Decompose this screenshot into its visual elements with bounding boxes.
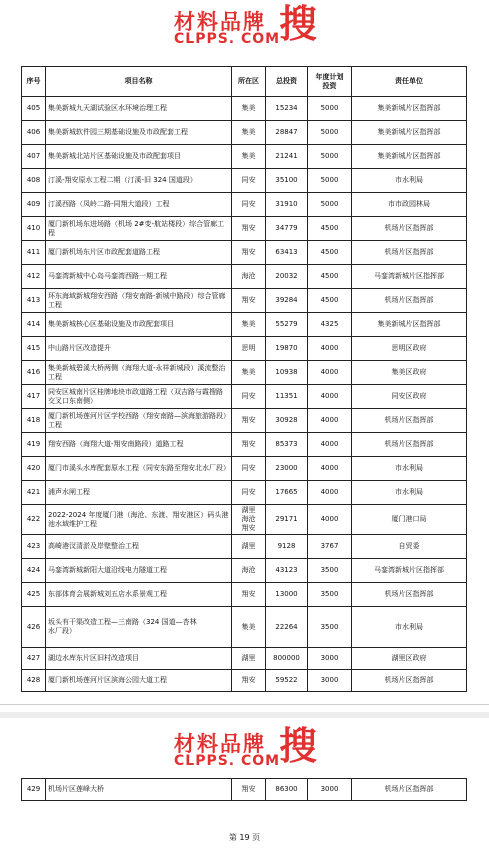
responsible-unit-cell: 机场片区指挥部 bbox=[352, 217, 467, 241]
district-cell: 同安 bbox=[232, 385, 266, 409]
responsible-unit-cell: 市水利局 bbox=[352, 481, 467, 505]
table-row bbox=[22, 193, 467, 217]
total-investment-cell: 10938 bbox=[266, 361, 308, 385]
responsible-unit-cell: 机场片区指挥部 bbox=[352, 583, 467, 607]
annual-investment-cell: 3000 bbox=[308, 648, 352, 670]
table-row bbox=[22, 433, 467, 457]
row-number-cell: 409 bbox=[22, 193, 46, 217]
district-cell: 翔安 bbox=[232, 217, 266, 241]
logo-search-glyph: 搜 bbox=[279, 2, 318, 46]
project-name-cell: 坂头有干渠改造工程—三南路（324 国道—杏林 水厂段） bbox=[46, 607, 232, 648]
district-cell: 湖里 bbox=[232, 535, 266, 559]
annual-investment-cell: 3500 bbox=[308, 559, 352, 583]
row-number-cell: 412 bbox=[22, 265, 46, 289]
responsible-unit-cell: 湖里区政府 bbox=[352, 648, 467, 670]
responsible-unit-cell: 机场片区指挥部 bbox=[352, 409, 467, 433]
district-cell: 翔安 bbox=[232, 779, 266, 801]
responsible-unit-cell: 市水利局 bbox=[352, 457, 467, 481]
table-row bbox=[22, 779, 467, 801]
project-name-cell: 集美新城碧溪大桥两侧（海翔大道-永祥新城段）溪流整治工程 bbox=[46, 361, 232, 385]
project-name-cell: 翔安西路（海翔大道-翔安南路段）道路工程 bbox=[46, 433, 232, 457]
annual-investment-cell: 5000 bbox=[308, 121, 352, 145]
total-investment-cell: 31910 bbox=[266, 193, 308, 217]
table-row bbox=[22, 145, 467, 169]
table-row bbox=[22, 361, 467, 385]
total-investment-cell: 11351 bbox=[266, 385, 308, 409]
annual-investment-cell: 5000 bbox=[308, 97, 352, 121]
project-name-cell: 厦门新机场东片区市政配套道路工程 bbox=[46, 241, 232, 265]
district-cell: 集美 bbox=[232, 121, 266, 145]
page-divider bbox=[0, 704, 489, 705]
annual-investment-cell: 4000 bbox=[308, 433, 352, 457]
responsible-unit-cell: 市水利局 bbox=[352, 607, 467, 648]
total-investment-cell: 59522 bbox=[266, 670, 308, 692]
responsible-unit-cell: 集美新城片区指挥部 bbox=[352, 313, 467, 337]
district-cell: 集美 bbox=[232, 145, 266, 169]
project-name-cell: 厦门新机场莲河片区学校西路（翔安南路—滨海旅游路段）工程 bbox=[46, 409, 232, 433]
header-name: 项目名称 bbox=[46, 67, 232, 97]
district-cell: 集美 bbox=[232, 361, 266, 385]
row-number-cell: 408 bbox=[22, 169, 46, 193]
total-investment-cell: 39284 bbox=[266, 289, 308, 313]
responsible-unit-cell: 自贸委 bbox=[352, 535, 467, 559]
district-cell: 湖里 海沧 翔安 bbox=[232, 505, 266, 535]
row-number-cell: 405 bbox=[22, 97, 46, 121]
table-row bbox=[22, 337, 467, 361]
row-number-cell: 426 bbox=[22, 607, 46, 648]
table-row bbox=[22, 409, 467, 433]
project-name-cell: 集美新城北站片区基础设施及市政配套项目 bbox=[46, 145, 232, 169]
responsible-unit-cell: 市水利局 bbox=[352, 169, 467, 193]
district-cell: 翔安 bbox=[232, 409, 266, 433]
annual-investment-cell: 4000 bbox=[308, 337, 352, 361]
annual-investment-cell: 4000 bbox=[308, 457, 352, 481]
header-unit: 责任单位 bbox=[352, 67, 467, 97]
annual-investment-cell: 3767 bbox=[308, 535, 352, 559]
header-annual-line1: 年度计划 bbox=[315, 72, 344, 81]
project-name-cell: 马銮湾新城中心岛马銮湾西路一期工程 bbox=[46, 265, 232, 289]
table-row bbox=[22, 241, 467, 265]
district-cell: 同安 bbox=[232, 481, 266, 505]
district-cell: 翔安 bbox=[232, 433, 266, 457]
row-number-cell: 407 bbox=[22, 145, 46, 169]
district-cell: 集美 bbox=[232, 607, 266, 648]
table-row bbox=[22, 97, 467, 121]
annual-investment-cell: 4325 bbox=[308, 313, 352, 337]
project-name-cell: 厦门新机场东进场路（机场 2#变-航站楼段）综合管廊工程 bbox=[46, 217, 232, 241]
total-investment-cell: 86300 bbox=[266, 779, 308, 801]
logo-domain-text: CLPPS. COM bbox=[174, 31, 281, 47]
table-row bbox=[22, 169, 467, 193]
total-investment-cell: 23000 bbox=[266, 457, 308, 481]
page-gap bbox=[0, 712, 489, 718]
annual-investment-cell: 4000 bbox=[308, 505, 352, 535]
row-number-cell: 410 bbox=[22, 217, 46, 241]
project-name-cell: 汀溪-翔安原水工程二期（汀溪-旧 324 国道段） bbox=[46, 169, 232, 193]
header-annual bbox=[308, 67, 352, 97]
annual-investment-cell: 4500 bbox=[308, 289, 352, 313]
header-district: 所在区 bbox=[232, 67, 266, 97]
site-logo-top bbox=[0, 0, 489, 50]
district-cell: 同安 bbox=[232, 193, 266, 217]
total-investment-cell: 85373 bbox=[266, 433, 308, 457]
row-number-cell: 411 bbox=[22, 241, 46, 265]
table-row bbox=[22, 505, 467, 535]
annual-investment-cell: 4500 bbox=[308, 265, 352, 289]
project-name-cell: 汀溪西路（凤岭二路-同翔大道段）工程 bbox=[46, 193, 232, 217]
row-number-cell: 421 bbox=[22, 481, 46, 505]
annual-investment-cell: 4000 bbox=[308, 409, 352, 433]
row-number-cell: 420 bbox=[22, 457, 46, 481]
total-investment-cell: 19870 bbox=[266, 337, 308, 361]
annual-investment-cell: 4000 bbox=[308, 385, 352, 409]
responsible-unit-cell: 马銮湾新城片区指挥部 bbox=[352, 559, 467, 583]
total-investment-cell: 34779 bbox=[266, 217, 308, 241]
district-cell: 同安 bbox=[232, 169, 266, 193]
annual-investment-cell: 5000 bbox=[308, 145, 352, 169]
total-investment-cell: 17665 bbox=[266, 481, 308, 505]
responsible-unit-cell: 同安区政府 bbox=[352, 385, 467, 409]
table-row bbox=[22, 583, 467, 607]
project-name-cell: 同安区城南片区桂牌地块市政道路工程（双吉路与霞搜路交叉口东南侧） bbox=[46, 385, 232, 409]
district-cell: 翔安 bbox=[232, 289, 266, 313]
table-row bbox=[22, 535, 467, 559]
responsible-unit-cell: 机场片区指挥部 bbox=[352, 241, 467, 265]
row-number-cell: 418 bbox=[22, 409, 46, 433]
district-cell: 集美 bbox=[232, 313, 266, 337]
project-name-cell: 2022-2024 年度厦门港（海沧、东渡、翔安港区）码头港池水域维护工程 bbox=[46, 505, 232, 535]
project-name-cell: 集美新城九天湖试验区水环境治理工程 bbox=[46, 97, 232, 121]
district-cell: 湖里 bbox=[232, 648, 266, 670]
total-investment-cell: 29171 bbox=[266, 505, 308, 535]
row-number-cell: 422 bbox=[22, 505, 46, 535]
district-cell: 集美 bbox=[232, 97, 266, 121]
logo-domain-text: CLPPS. COM bbox=[174, 753, 281, 769]
row-number-cell: 414 bbox=[22, 313, 46, 337]
district-cell: 翔安 bbox=[232, 241, 266, 265]
total-investment-cell: 15234 bbox=[266, 97, 308, 121]
table-row bbox=[22, 121, 467, 145]
table-row bbox=[22, 313, 467, 337]
logo-search-glyph: 搜 bbox=[279, 724, 318, 768]
project-name-cell: 厦门新机场莲河片区滨海公园大道工程 bbox=[46, 670, 232, 692]
row-number-cell: 424 bbox=[22, 559, 46, 583]
row-number-cell: 415 bbox=[22, 337, 46, 361]
district-cell: 海沧 bbox=[232, 265, 266, 289]
row-number-cell: 427 bbox=[22, 648, 46, 670]
row-number-cell: 425 bbox=[22, 583, 46, 607]
table-row bbox=[22, 457, 467, 481]
project-name-cell: 高崎港汊清淤及岸壁整治工程 bbox=[46, 535, 232, 559]
total-investment-cell: 20032 bbox=[266, 265, 308, 289]
district-cell: 翔安 bbox=[232, 583, 266, 607]
row-number-cell: 428 bbox=[22, 670, 46, 692]
table-body-continued bbox=[22, 779, 467, 801]
total-investment-cell: 22264 bbox=[266, 607, 308, 648]
total-investment-cell: 28847 bbox=[266, 121, 308, 145]
annual-investment-cell: 5000 bbox=[308, 169, 352, 193]
table-row bbox=[22, 289, 467, 313]
row-number-cell: 419 bbox=[22, 433, 46, 457]
total-investment-cell: 13000 bbox=[266, 583, 308, 607]
responsible-unit-cell: 市市政园林局 bbox=[352, 193, 467, 217]
row-number-cell: 417 bbox=[22, 385, 46, 409]
logo-chinese-text: 材料品牌 bbox=[174, 10, 266, 34]
header-investment: 总投资 bbox=[266, 67, 308, 97]
responsible-unit-cell: 集美新城片区指挥部 bbox=[352, 121, 467, 145]
project-table-continued bbox=[21, 778, 467, 801]
district-cell: 海沧 bbox=[232, 559, 266, 583]
responsible-unit-cell: 机场片区指挥部 bbox=[352, 670, 467, 692]
row-number-cell: 429 bbox=[22, 779, 46, 801]
row-number-cell: 406 bbox=[22, 121, 46, 145]
responsible-unit-cell: 集美新城片区指挥部 bbox=[352, 97, 467, 121]
table-row bbox=[22, 607, 467, 648]
table-row bbox=[22, 670, 467, 692]
district-cell: 思明 bbox=[232, 337, 266, 361]
header-annual-line2: 投资 bbox=[322, 81, 337, 90]
district-cell: 同安 bbox=[232, 457, 266, 481]
total-investment-cell: 800000 bbox=[266, 648, 308, 670]
project-name-cell: 湖边水库东片区旧村改造项目 bbox=[46, 648, 232, 670]
row-number-cell: 413 bbox=[22, 289, 46, 313]
annual-investment-cell: 3500 bbox=[308, 607, 352, 648]
total-investment-cell: 43123 bbox=[266, 559, 308, 583]
total-investment-cell: 55279 bbox=[266, 313, 308, 337]
project-name-cell: 浦声水闸工程 bbox=[46, 481, 232, 505]
table-row bbox=[22, 385, 467, 409]
total-investment-cell: 35100 bbox=[266, 169, 308, 193]
table-row bbox=[22, 648, 467, 670]
table-row bbox=[22, 559, 467, 583]
total-investment-cell: 9128 bbox=[266, 535, 308, 559]
annual-investment-cell: 4500 bbox=[308, 241, 352, 265]
annual-investment-cell: 3000 bbox=[308, 670, 352, 692]
responsible-unit-cell: 机场片区指挥部 bbox=[352, 779, 467, 801]
project-name-cell: 集美新城核心区基础设施及市政配套项目 bbox=[46, 313, 232, 337]
responsible-unit-cell: 机场片区指挥部 bbox=[352, 433, 467, 457]
annual-investment-cell: 4000 bbox=[308, 361, 352, 385]
project-name-cell: 厦门市溪头水库配套原水工程（同安东路至翔安北水厂段） bbox=[46, 457, 232, 481]
table-header-row bbox=[22, 67, 467, 97]
responsible-unit-cell: 厦门港口局 bbox=[352, 505, 467, 535]
responsible-unit-cell: 集美区政府 bbox=[352, 361, 467, 385]
annual-investment-cell: 4500 bbox=[308, 217, 352, 241]
table-row bbox=[22, 265, 467, 289]
table-row bbox=[22, 481, 467, 505]
table-body bbox=[22, 97, 467, 692]
project-table bbox=[21, 66, 467, 692]
total-investment-cell: 63413 bbox=[266, 241, 308, 265]
table-row bbox=[22, 217, 467, 241]
project-name-cell: 马銮湾新城新阳大道沿线电力隧道工程 bbox=[46, 559, 232, 583]
annual-investment-cell: 3500 bbox=[308, 583, 352, 607]
row-number-cell: 423 bbox=[22, 535, 46, 559]
responsible-unit-cell: 机场片区指挥部 bbox=[352, 289, 467, 313]
annual-investment-cell: 5000 bbox=[308, 193, 352, 217]
annual-investment-cell: 4000 bbox=[308, 481, 352, 505]
project-name-cell: 集美新城软件园三期基础设施及市政配套工程 bbox=[46, 121, 232, 145]
project-name-cell: 机场片区莲峰大桥 bbox=[46, 779, 232, 801]
logo-chinese-text: 材料品牌 bbox=[174, 732, 266, 756]
district-cell: 翔安 bbox=[232, 670, 266, 692]
total-investment-cell: 21241 bbox=[266, 145, 308, 169]
page-number: 第 19 页 bbox=[228, 833, 261, 842]
annual-investment-cell: 3000 bbox=[308, 779, 352, 801]
responsible-unit-cell: 思明区政府 bbox=[352, 337, 467, 361]
total-investment-cell: 30928 bbox=[266, 409, 308, 433]
project-name-cell: 环东海域新城翔安西路（翔安南路-新城中路段）综合管廊工程 bbox=[46, 289, 232, 313]
site-logo-bottom bbox=[0, 722, 489, 772]
responsible-unit-cell: 马銮湾新城片区指挥部 bbox=[352, 265, 467, 289]
responsible-unit-cell: 集美新城片区指挥部 bbox=[352, 145, 467, 169]
header-no: 序号 bbox=[22, 67, 46, 97]
row-number-cell: 416 bbox=[22, 361, 46, 385]
project-name-cell: 中山路片区改造提升 bbox=[46, 337, 232, 361]
project-name-cell: 东部体育会展新城刘五店水系景观工程 bbox=[46, 583, 232, 607]
